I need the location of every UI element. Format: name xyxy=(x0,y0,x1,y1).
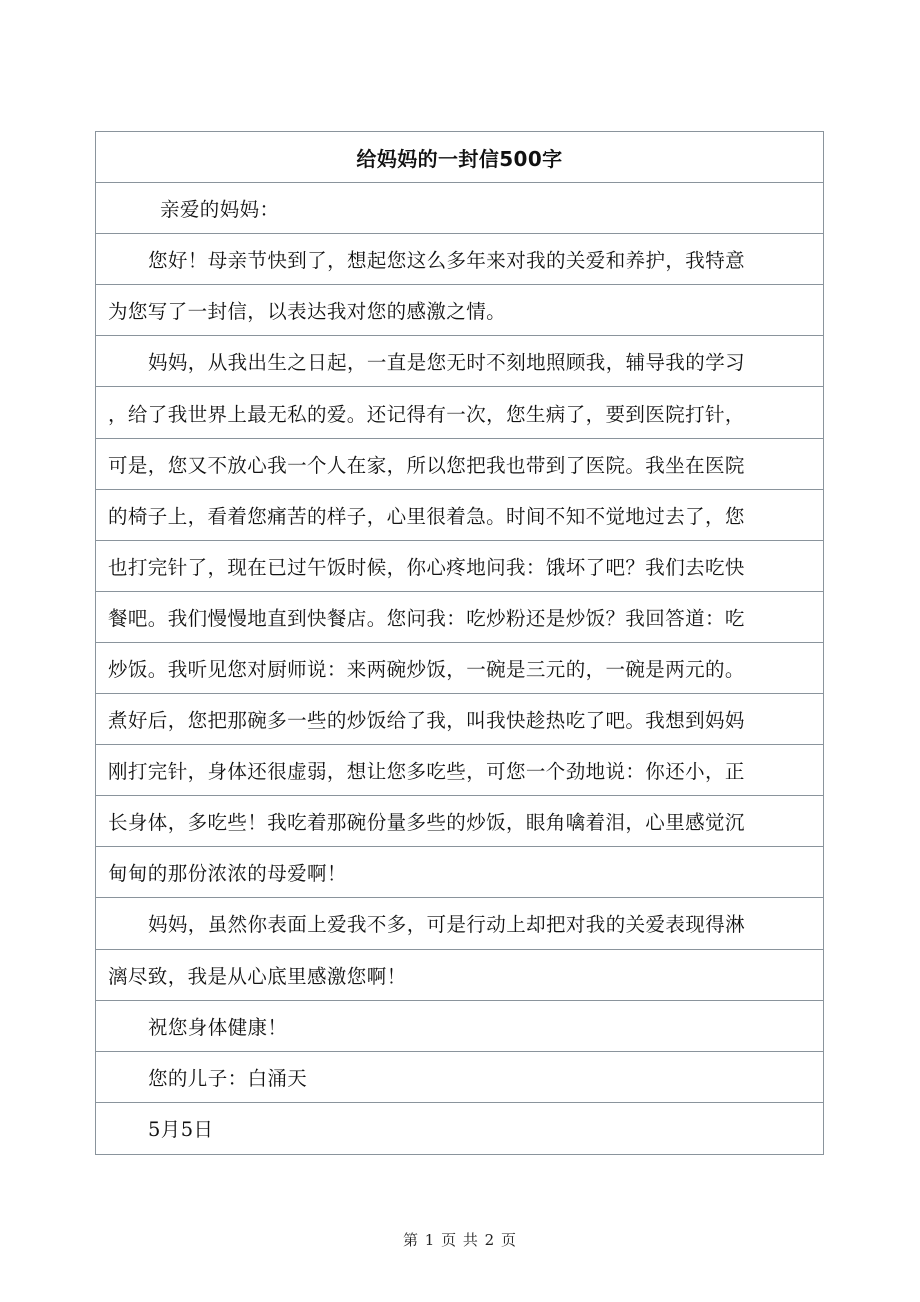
letter-line: 餐吧。我们慢慢地直到快餐店。您问我：吃炒粉还是炒饭？我回答道：吃 xyxy=(96,592,823,643)
letter-line: 煮好后，您把那碗多一些的炒饭给了我，叫我快趁热吃了吧。我想到妈妈 xyxy=(96,694,823,745)
letter-line: 刚打完针，身体还很虚弱，想让您多吃些，可您一个劲地说：你还小，正 xyxy=(96,745,823,796)
letter-line: 长身体，多吃些！我吃着那碗份量多些的炒饭，眼角噙着泪，心里感觉沉 xyxy=(96,796,823,847)
letter-line: 炒饭。我听见您对厨师说：来两碗炒饭，一碗是三元的，一碗是两元的。 xyxy=(96,643,823,694)
letter-line: 也打完针了，现在已过午饭时候，你心疼地问我：饿坏了吧？我们去吃快 xyxy=(96,541,823,592)
letter-line: 妈妈，虽然你表面上爱我不多，可是行动上却把对我的关爱表现得淋 xyxy=(96,898,823,949)
salutation: 亲爱的妈妈： xyxy=(96,183,823,234)
date: 5月5日 xyxy=(148,1118,214,1142)
signature: 您的儿子：白涌天 xyxy=(96,1052,823,1103)
letter-line: ，给了我世界上最无私的爱。还记得有一次，您生病了，要到医院打针， xyxy=(96,387,823,438)
page-number: 第 1 页 共 2 页 xyxy=(403,1231,517,1249)
letter-line: 妈妈，从我出生之日起，一直是您无时不刻地照顾我，辅导我的学习 xyxy=(96,336,823,387)
letter-table xyxy=(95,131,824,1155)
letter-line: 甸甸的那份浓浓的母爱啊！ xyxy=(96,847,823,898)
closing-wish: 祝您身体健康！ xyxy=(96,1001,823,1052)
letter-line: 的椅子上，看着您痛苦的样子，心里很着急。时间不知不觉地过去了，您 xyxy=(96,490,823,541)
page-title: 给妈妈的一封信500字 xyxy=(96,132,823,183)
letter-line: 为您写了一封信，以表达我对您的感激之情。 xyxy=(96,285,823,336)
letter-line: 您好！母亲节快到了，想起您这么多年来对我的关爱和养护，我特意 xyxy=(96,234,823,285)
letter-line: 漓尽致，我是从心底里感激您啊！ xyxy=(96,950,823,1001)
letter-line: 可是，您又不放心我一个人在家，所以您把我也带到了医院。我坐在医院 xyxy=(96,439,823,490)
